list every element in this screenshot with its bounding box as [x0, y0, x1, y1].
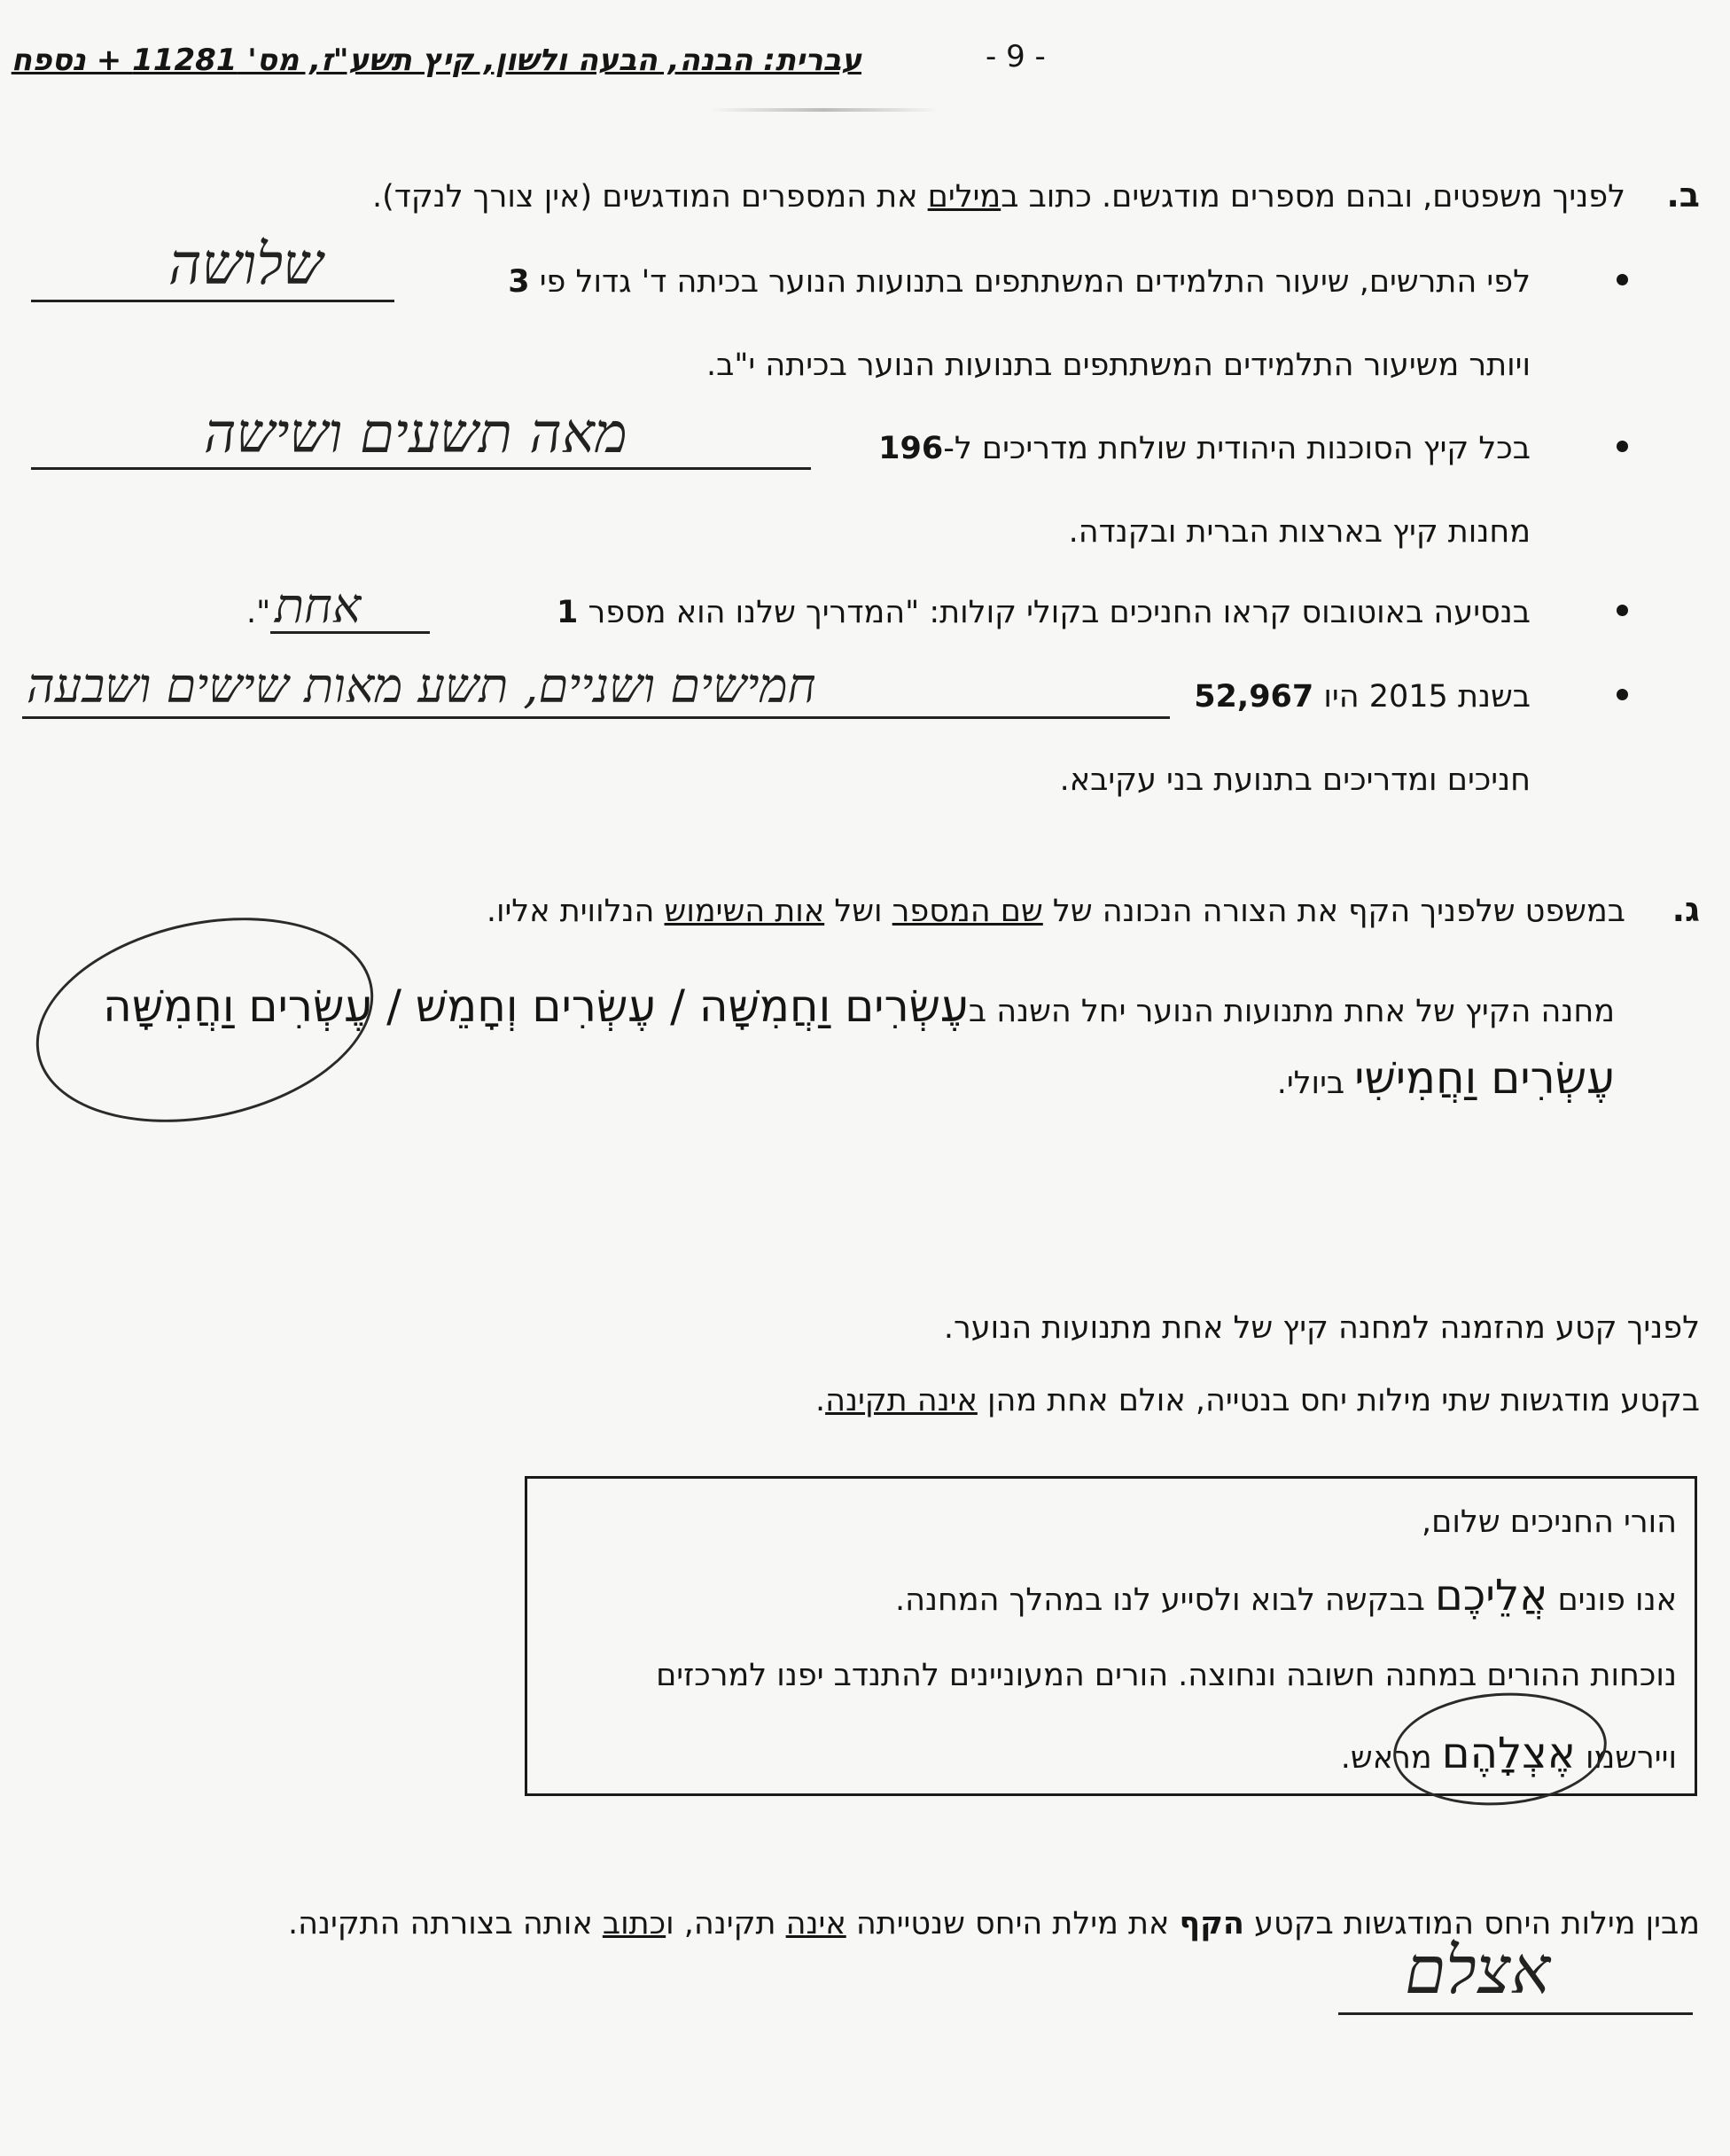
section-d-intro-2: בקטע מודגשות שתי מילות יחס בנטייה, אולם אחת מהן אינה תקינה. — [814, 1383, 1700, 1418]
bullet — [1617, 274, 1628, 285]
box-line-4: ויירשמו אֶצְלָהֶם מראש. — [1340, 1729, 1677, 1778]
number-option-1[interactable]: עֶשְׂרִים וַחֲמִשָּׁה — [698, 980, 969, 1032]
scan-smudge — [709, 108, 939, 112]
number-option-4[interactable]: עֶשְׂרִים וַחֲמִישִׁי — [1354, 1052, 1615, 1104]
number-option-3-circled[interactable]: עֶשְׂרִים וַחֲמִשָּׁה — [103, 980, 373, 1032]
section-b-instructions: לפניך משפטים, ובהם מספרים מודגשים. כתוב במילים את המספרים המודגשים (אין צורך לנקד). — [372, 179, 1625, 215]
item-2-answer-line — [31, 467, 811, 470]
item-3-closing-quote: ". — [246, 595, 271, 630]
number-option-2[interactable]: עֶשְׂרִים וְחָמֵשׁ — [415, 980, 657, 1032]
item-2-sentence: בכל קיץ הסוכנות היהודית שולחת מדריכים ל-196 — [878, 431, 1531, 466]
bullet — [1617, 689, 1628, 700]
box-line-3: נוכחות ההורים במחנה חשובה ונחוצה. הורים המעוניינים להתנדב יפנו למרכזים — [656, 1658, 1677, 1693]
section-g-instructions: במשפט שלפניך הקף את הצורה הנכונה של שם המספר ושל אות השימוש הנלווית אליו. — [486, 894, 1625, 929]
hand-drawn-circle — [17, 888, 393, 1151]
item-4-sentence: בשנת 2015 היו 52,967 — [1194, 679, 1531, 715]
item-1-continuation: ויותר משיעור התלמידים המשתתפים בתנועות הנוער בכיתה י"ב. — [705, 348, 1531, 383]
item-1-answer-line — [31, 300, 394, 302]
section-g-sentence: מחנה הקיץ של אחת מתנועות הנוער יחל השנה בעֶשְׂרִים וַחֲמִשָּׁה / עֶשְׂרִים וְחָמֵשׁ / עֶשְׂרִים וַחֲמִשָּׁה — [103, 980, 1615, 1032]
item-1-handwritten-answer: שלושה — [168, 232, 323, 298]
final-answer-line — [1338, 2012, 1693, 2015]
bullet — [1617, 441, 1628, 452]
box-line-2: אנו פונים אֲלֵיכֶם בבקשה לבוא ולסייע לנו במהלך המחנה. — [894, 1571, 1677, 1621]
item-3-handwritten-answer: אחת — [275, 578, 362, 634]
section-b-letter: ב. — [1666, 176, 1700, 215]
bullet — [1617, 605, 1628, 616]
item-4-answer-line — [22, 716, 1170, 719]
preposition-aleichem[interactable]: אֲלֵיכֶם — [1434, 1571, 1548, 1621]
final-handwritten-answer: אצלם — [1405, 1933, 1550, 2009]
item-3-sentence: בנסיעה באוטובוס קראו החניכים בקולי קולות: "המדריך שלנו הוא מספר 1 — [557, 595, 1531, 630]
item-4-continuation: חניכים ומדריכים בתנועת בני עקיבא. — [1059, 762, 1531, 798]
preposition-etzlahem[interactable]: אֶצְלָהֶם — [1441, 1729, 1576, 1778]
item-2-handwritten-answer: מאה תשעים ושישה — [204, 401, 627, 465]
section-g-letter: ג. — [1672, 890, 1700, 929]
page-number: - 9 - — [986, 39, 1046, 74]
item-4-handwritten-answer: חמישים ושניים, תשע מאות שישים ושבעה — [27, 658, 816, 714]
exam-header-title: עברית: הבנה, הבעה ולשון, קיץ תשע"ז, מס' 11281 + נספח — [11, 43, 861, 78]
section-g-sentence-line2: עֶשְׂרִים וַחֲמִישִׁי ביולי. — [1276, 1052, 1615, 1104]
section-d-question: מבין מילות היחס המודגשות בקטע הקף את מילת היחס שנטייתה אינה תקינה, וכתוב אותה בצורתה התקינה. — [287, 1906, 1700, 1941]
box-line-1: הורי החניכים שלום, — [1422, 1504, 1677, 1540]
item-1-sentence: לפי התרשים, שיעור התלמידים המשתתפים בתנועות הנוער בכיתה ד' גדול פי 3 — [508, 264, 1531, 300]
section-d-intro-1: לפניך קטע מהזמנה למחנה קיץ של אחת מתנועות הנוער. — [943, 1310, 1700, 1346]
item-2-continuation: מחנות קיץ בארצות הברית ובקנדה. — [1068, 514, 1531, 550]
